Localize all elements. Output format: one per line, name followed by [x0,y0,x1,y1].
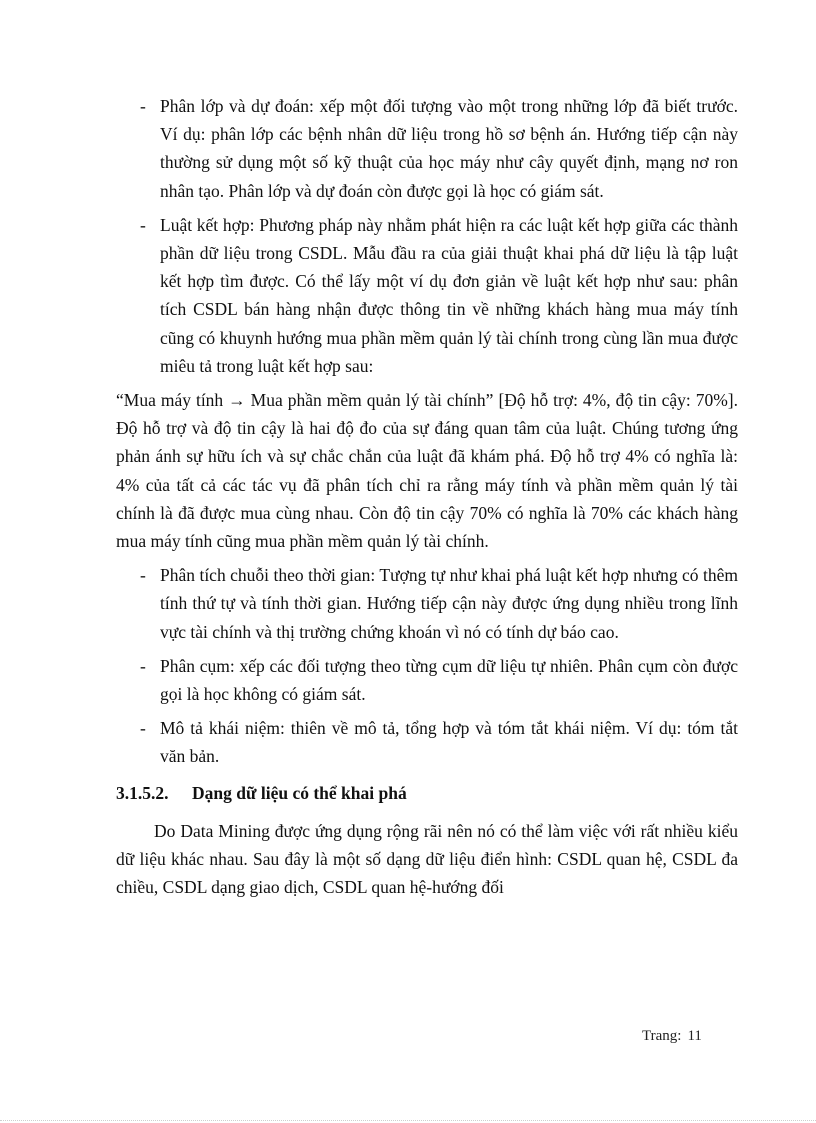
section-heading [116,779,738,807]
task-list-1 [116,92,738,380]
list-item [116,561,738,646]
bullet-dash: - [140,565,146,586]
list-item-text: Luật kết hợp: Phương pháp này nhằm phát hiện ra các luật kết hợp giữa các thành phần dữ liệu trong CSDL. Mẫu đầu ra của giải thuật khai phá dữ liệu là tập luật kết hợp tìm được. Có thể lấy một ví dụ đơn giản về luật kết hợp như sau: phân tích CSDL bán hàng nhận được thông tin về những khách hàng mua máy tính cũng có khuynh hướng mua phần mềm quản lý tài chính trong cùng lần mua được miêu tả trong luật kết hợp sau: [160,214,738,376]
section-title: Dạng dữ liệu có thể khai phá [192,782,407,803]
section-number: 3.1.5.2. [116,782,169,803]
bullet-dash: - [140,96,146,116]
closing-paragraph: Do Data Mining được ứng dụng rộng rãi nên nó có thể làm việc với rất nhiều kiểu dữ liệu khác nhau. Sau đây là một số dạng dữ liệu điển hình: CSDL quan hệ, CSDL đa chiều, CSDL dạng giao dịch, CSDL quan hệ-hướng đối [116,820,738,898]
list-item [116,92,738,205]
page-number-label: Trang: [642,1028,682,1044]
list-item [116,652,738,708]
bullet-dash: - [140,214,146,235]
list-item-text: Phân cụm: xếp các đối tượng theo từng cụm dữ liệu tự nhiên. Phân cụm còn được gọi là học không có giám sát. [160,655,738,705]
rule-paragraph: “Mua máy tính → Mua phần mềm quản lý tài chính” [Độ hỗ trợ: 4%, độ tin cậy: 70%]. Độ hỗ trợ và độ tin cậy là hai độ đo của sự đáng quan tâm của luật. Chúng tương ứng phản ánh sự hữu ích và sự chắc chắn của luật đã khám phá. Độ hỗ trợ 4% có nghĩa là: 4% của tất cả các tác vụ đã phân tích chỉ ra rằng máy tính và phần mềm quản lý tài chính là đã được mua cùng nhau. Còn độ tin cậy 70% có nghĩa là 70% các khách hàng mua máy tính cũng mua phần mềm quản lý tài chính. [116,390,738,552]
task-list-2 [116,561,738,770]
page-number: 11 [687,1028,702,1044]
list-item-text: Phân lớp và dự đoán: xếp một đối tượng vào một trong những lớp đã biết trước. Ví dụ: phân lớp các bệnh nhân dữ liệu trong hồ sơ bệnh án. Hướng tiếp cận này thường sử dụng một số kỹ thuật của học máy như cây quyết định, mạng nơ ron nhân tạo. Phân lớp và dự đoán còn được gọi là học có giám sát. [160,96,738,201]
list-item [116,211,738,380]
list-item-text: Mô tả khái niệm: thiên về mô tả, tổng hợp và tóm tắt khái niệm. Ví dụ: tóm tắt văn bản. [160,718,738,767]
page-content [116,92,738,907]
page-bottom-divider [0,1120,816,1121]
list-item [116,714,738,770]
list-item-text: Phân tích chuỗi theo thời gian: Tượng tự như khai phá luật kết hợp nhưng có thêm tính thứ tự và tính thời gian. Hướng tiếp cận này được ứng dụng nhiều trong lĩnh vực tài chính và thị trường chứng khoán vì nó có tính dự báo cao. [160,565,738,642]
bullet-dash: - [140,655,146,676]
bullet-dash: - [140,718,146,739]
page-footer [642,1028,702,1045]
